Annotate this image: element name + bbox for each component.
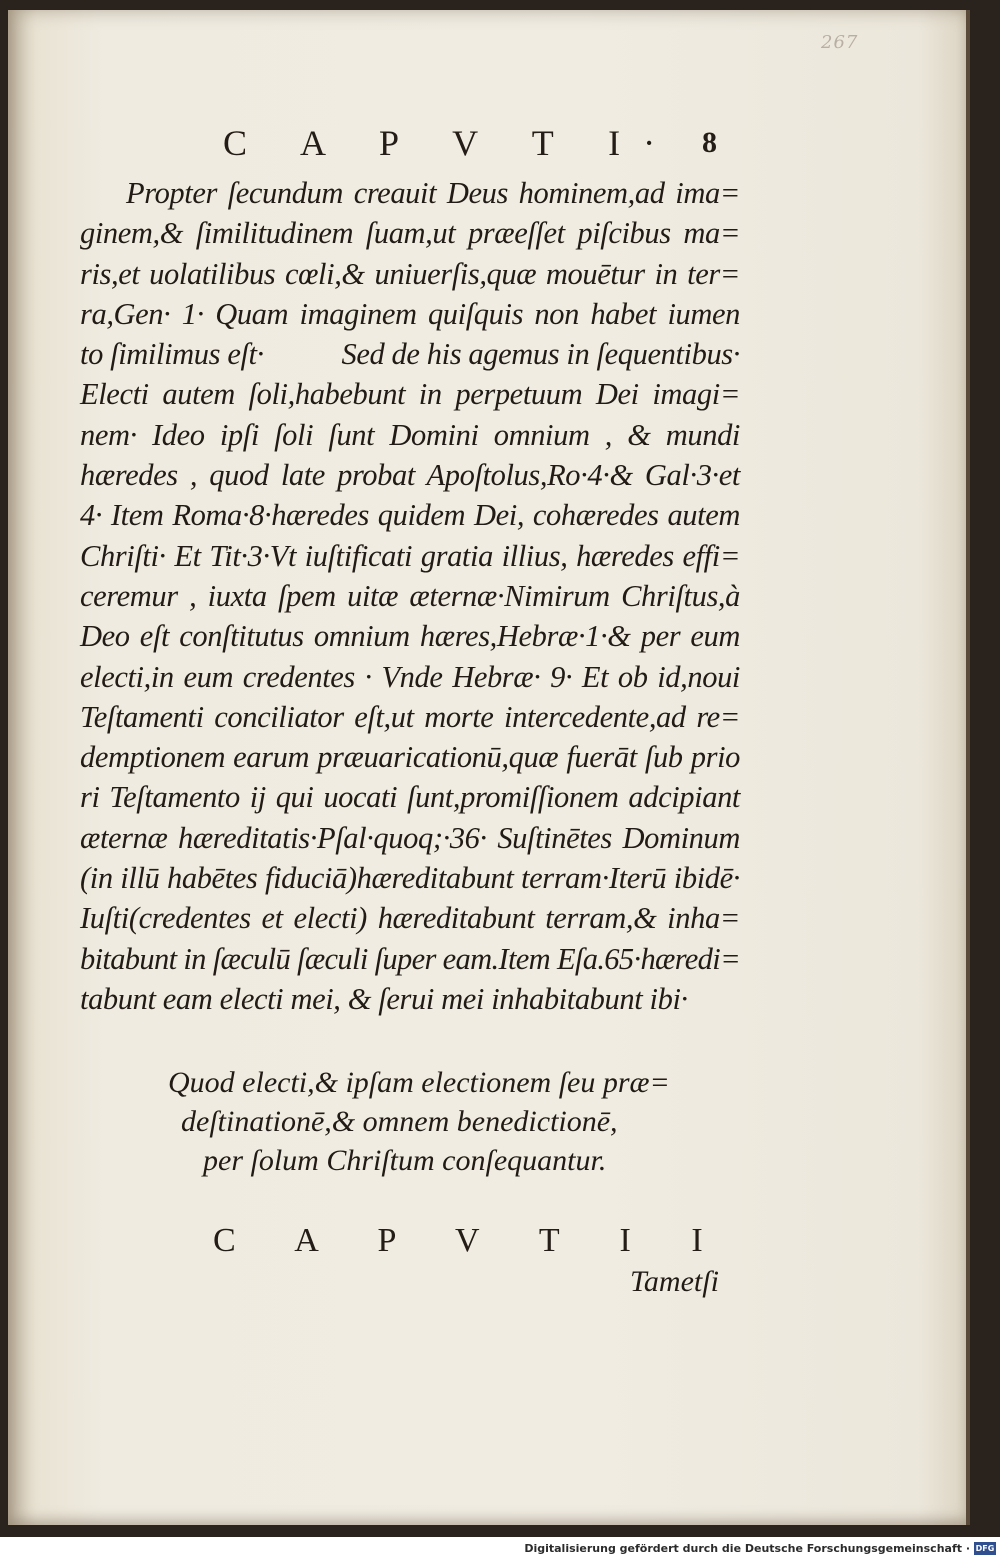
chapter-heading-line: deſtinationē,& omnem benedictionē, [181,1105,618,1138]
catchword: Tametſi [630,1265,719,1298]
footer-credit: Digitalisierung gefördert durch die Deutsche Forschungsgemeinschaft · [524,1542,970,1555]
body-line [80,334,740,374]
chapter-heading-line: per ſolum Chriſtum conſequantur. [203,1144,607,1177]
body-line [80,777,740,817]
body-line-text: ris,et uolatilibus cœli,& uniuerſis,quæ mouētur in ter= [80,256,740,291]
body-line [80,254,740,294]
pencil-folio-number: 267 [821,32,859,53]
body-line [80,898,740,938]
body-line-text: ri Teſtamento ij qui uocati ſunt,promiſſionem adcipiant [80,780,740,815]
body-line-text: to ſimilimus eſt· [80,337,264,372]
body-line [80,536,740,576]
body-line [80,616,740,656]
body-line [80,818,740,858]
body-line-text: Electi autem ſoli,habebunt in perpetuum Dei imagi= [80,377,740,412]
body-line [80,374,740,414]
chapter-heading [168,1063,668,1180]
body-line-text: tabunt eam electi mei, & ſerui mei inhabitabunt ibi· [80,981,688,1016]
body-line-text: ceremur , iuxta ſpem uitæ æternæ·Nimirum Chriſtus,à [80,578,740,613]
body-line-text: Sed de his agemus in ſequentibus· [341,337,740,372]
body-line-text: hæredes , quod late probat Apoſtolus,Ro·4·& Gal·3·et [80,458,740,493]
next-chapter-head: C A P V T I I [213,1222,729,1259]
body-line [80,576,740,616]
folio-signature: 8 [702,126,717,159]
body-line-text: electi,in eum credentes · Vnde Hebræ· 9· Et ob id,noui [80,659,740,694]
body-line [80,657,740,697]
body-text [80,173,740,1019]
body-line-text: ra,Gen· 1· Quam imaginem quiſquis non habet iumen [80,296,740,331]
body-line-text: demptionem earum præuaricationū,quæ fuerāt ſub prio [80,740,740,775]
body-line [80,213,740,253]
body-line [80,979,740,1019]
body-line-text: Iuſti(credentes et electi) hæreditabunt terram,& inha= [80,901,740,936]
footer-bar [0,1537,1000,1561]
body-line [80,294,740,334]
body-line-text: Deo eſt conſtitutus omnium hæres,Hebræ·1·& per eum [80,619,740,654]
body-line-text: (in illū habētes fiduciā)hæreditabunt terram·Iterū ibidē· [80,861,740,896]
body-line [80,455,740,495]
chapter-heading-line: Quod electi,& ipſam electionem ſeu præ= [168,1066,670,1099]
body-line [80,495,740,535]
dfg-logo-icon: DFG [975,1544,995,1553]
book-page [8,10,970,1525]
running-head: C A P V T I· [223,123,679,163]
body-line-text: 4· Item Roma·8·hæredes quidem Dei, cohæredes autem [80,498,740,533]
body-line [80,415,740,455]
body-line [80,858,740,898]
body-line [80,939,740,979]
body-line [80,697,740,737]
body-line-text: ginem,& ſimilitudinem ſuam,ut præeſſet piſcibus ma= [80,216,740,251]
body-line-text: bitabunt in ſæculū ſæculi ſuper eam.Item Eſa.65·hæredi= [80,941,740,976]
body-line-text: Chriſti· Et Tit·3·Vt iuſtificati gratia illius, hæredes effi= [80,538,740,573]
body-line [80,737,740,777]
body-line-text: Propter ſecundum creauit Deus hominem,ad ima= [126,176,740,210]
body-line [80,173,740,213]
body-line-text: nem· Ideo ipſi ſoli ſunt Domini omnium , & mundi [80,417,740,452]
body-line-text: Teſtamenti conciliator eſt,ut morte intercedente,ad re= [80,699,740,734]
body-line-text: æternæ hæreditatis·Pſal·quoq;·36· Suſtinētes Dominum [80,820,740,855]
